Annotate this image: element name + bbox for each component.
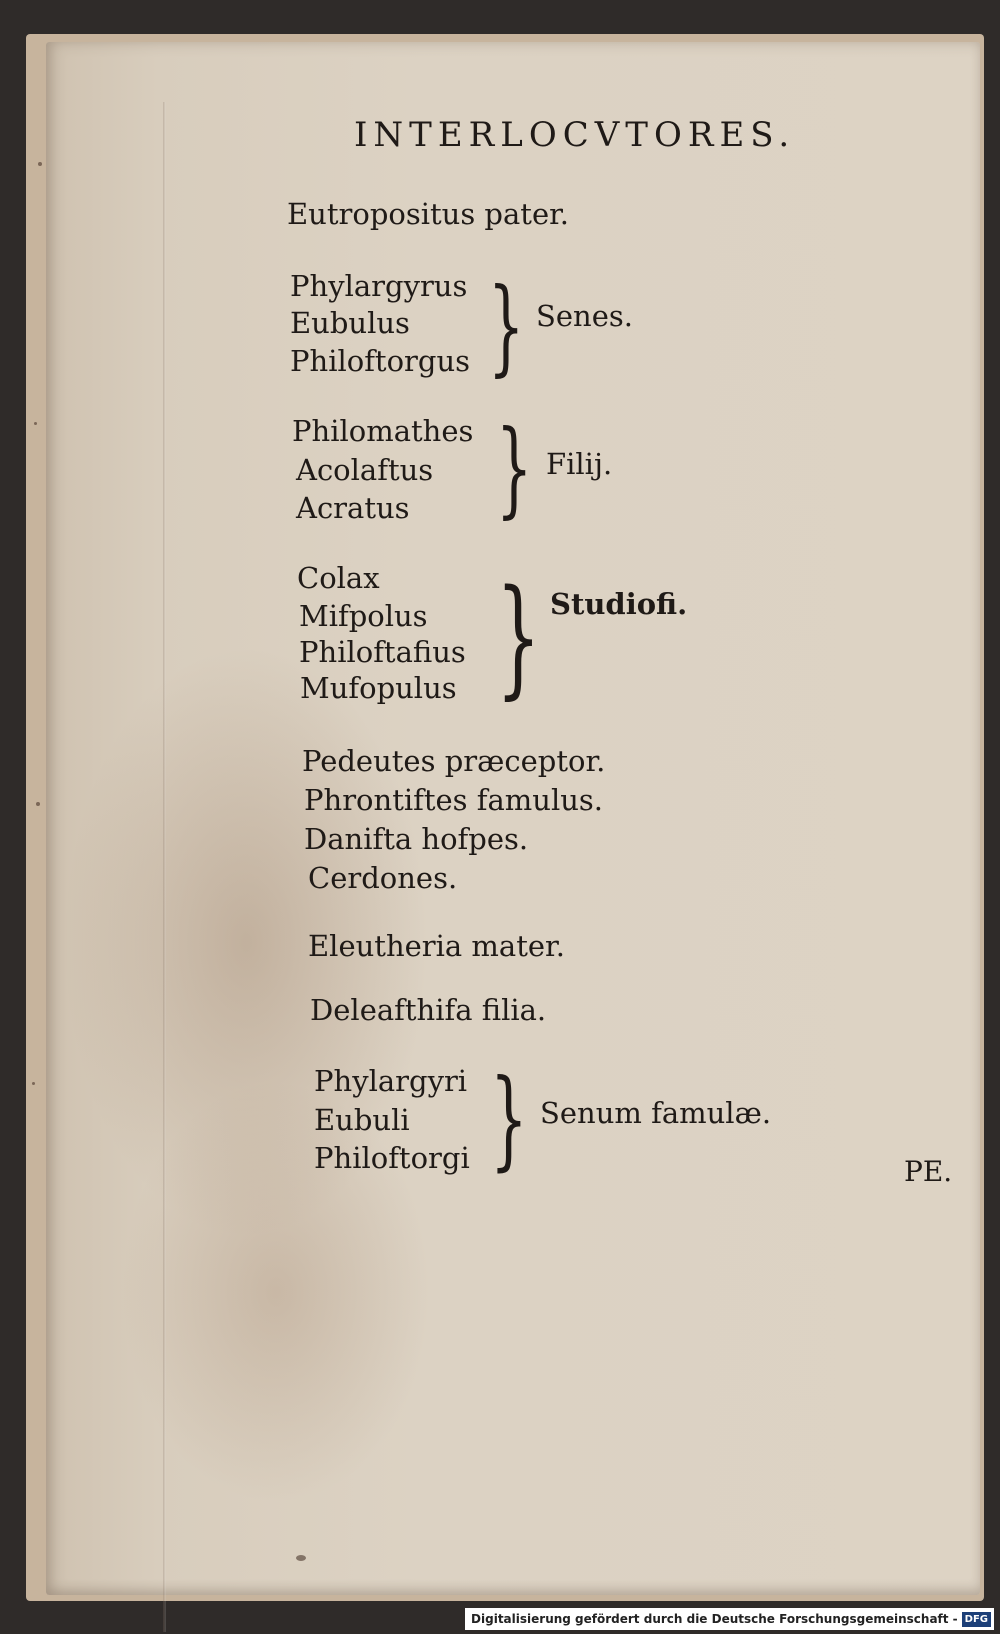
character-phrontistes: Phrontiftes famulus.: [304, 783, 604, 817]
group-label-senes: Senes.: [536, 299, 633, 333]
character-misopolus: Mifpolus: [299, 599, 428, 633]
character-eleutheria: Eleutheria mater.: [308, 929, 565, 963]
character-acolastus: Acolaftus: [296, 453, 434, 487]
catchword: PE.: [904, 1155, 953, 1188]
character-eubulus: Eubulus: [290, 306, 410, 340]
character-phylargyrus: Phylargyrus: [290, 269, 468, 303]
brace-senes: }: [488, 265, 525, 387]
character-cerdones: Cerdones.: [308, 861, 458, 895]
brace-studiosi: }: [496, 563, 541, 712]
brace-filii: }: [496, 407, 533, 529]
character-phylargyri: Phylargyri: [314, 1064, 468, 1098]
character-danista: Danifta hofpes.: [304, 822, 529, 856]
character-musopulus: Mufopulus: [300, 671, 457, 705]
group-label-studiosi: Studiofi.: [550, 587, 688, 621]
book-page: [46, 42, 980, 1595]
brace-famulae: }: [490, 1057, 528, 1182]
character-colax: Colax: [297, 561, 380, 595]
foxing-spot: [34, 422, 37, 425]
character-deleasthisa: Deleafthifa filia.: [310, 993, 547, 1027]
group-label-famulae: Senum famulæ.: [540, 1096, 772, 1130]
character-philostorgi: Philoftorgi: [314, 1141, 470, 1175]
dfg-logo-icon: DFG: [962, 1612, 991, 1627]
character-eutropositus: Eutropositus pater.: [287, 197, 569, 231]
character-acratus: Acratus: [296, 491, 410, 525]
page-heading: INTERLOCVTORES.: [354, 115, 796, 155]
group-label-filii: Filij.: [546, 447, 613, 481]
character-philomathes: Philomathes: [292, 414, 474, 448]
character-pedeutes: Pedeutes præceptor.: [302, 744, 606, 778]
character-eubuli: Eubuli: [314, 1103, 410, 1137]
digitization-credit-bar: [465, 1608, 994, 1630]
digitization-credit-text: Digitalisierung gefördert durch die Deutsche Forschungsgemeinschaft -: [471, 1612, 958, 1626]
page-gutter-fold: [163, 102, 166, 1632]
foxing-spot: [38, 162, 42, 166]
character-philostasius: Philoftafius: [299, 635, 466, 669]
character-philostorgus: Philoftorgus: [290, 344, 471, 378]
foxing-spot: [296, 1555, 306, 1561]
foxing-spot: [36, 802, 40, 806]
foxing-spot: [32, 1082, 35, 1085]
